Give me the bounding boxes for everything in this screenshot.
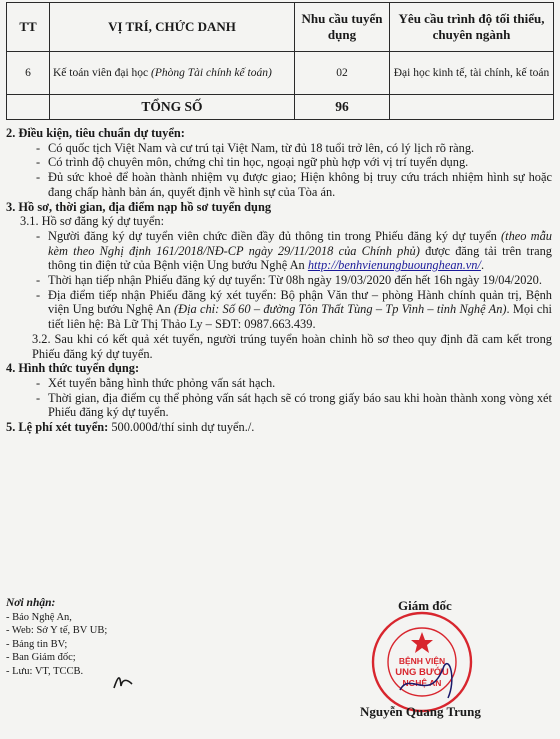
list-item-text: Thời hạn tiếp nhận Phiếu đăng ký dự tuyển: Từ 08h ngày 19/03/2020 đến hết 16h ngày 19/04/2020.: [48, 273, 542, 288]
position-title: Kế toán viên đại học: [53, 66, 149, 79]
list-item-text: Xét tuyển bằng hình thức phỏng vấn sát hạch.: [48, 375, 276, 390]
list-item: - Thời hạn tiếp nhận Phiếu đăng ký dự tuyển: Từ 08h ngày 19/03/2020 đến hết 16h ngày 19/04/2020.: [36, 273, 542, 288]
document-body: [6, 126, 552, 435]
list-item: - Thời gian, địa điểm cụ thể phỏng vấn sát hạch sẽ có trong giấy báo sau khi hoàn thành xong vòng xét Phiếu đăng ký dự tuyển.: [36, 390, 552, 420]
list-item-text: Thời gian, địa điểm cụ thể phỏng vấn sát hạch sẽ có trong giấy báo sau khi hoàn thành xong vòng xét Phiếu đăng ký dự tuyển.: [48, 390, 552, 420]
recipient-item: - Lưu: VT, TCCB.: [6, 665, 84, 677]
list-item-text: Đủ sức khoẻ để hoàn thành nhiệm vụ được giao; Hiện không bị truy cứu trách nhiệm hình sự hoặc đang chấp hành bản án, quyết định về hình sự của Tòa án.: [48, 170, 552, 199]
recipients-title: Nơi nhận:: [6, 597, 56, 609]
item1-a: Người đăng ký dự tuyển viên chức điền đầy đủ thông tin trong Phiếu đăng ký dự tuyển: [48, 228, 497, 243]
handwritten-initial: [112, 672, 134, 692]
total-value: 96: [295, 95, 390, 120]
stamp-line-1: BỆNH VIỆN: [398, 656, 446, 666]
list-item: - Có quốc tịch Việt Nam và cư trú tại Việt Nam, từ đủ 18 tuổi trở lên, có lý lịch rõ ràng.: [36, 140, 475, 155]
row-requirement: Đại học kinh tế, tài chính, kế toán: [390, 52, 554, 95]
recipient-item: - Ban Giám đốc;: [6, 652, 76, 664]
signatory-name: Nguyễn Quang Trung: [360, 704, 481, 719]
recipients-block: [6, 597, 107, 679]
header-requirement: Yêu cầu trình độ tối thiểu, chuyên ngành: [390, 3, 554, 52]
section-3-heading: 3. Hồ sơ, thời gian, địa điểm nạp hồ sơ tuyển dụng: [6, 199, 272, 214]
item3-b: (Địa chỉ: Số 60 – đường Tôn Thất Tùng – Tp Vinh – tỉnh Nghệ An): [174, 302, 507, 317]
item3-a: Địa điểm tiếp nhận Phiếu đăng ký xét tuyển: Bộ phận Văn thư – phòng Hành chính quản trị, Bệnh viện Ung bướu Nghệ An: [48, 287, 552, 317]
table-row: [7, 52, 554, 95]
signature-title: Giám đốc: [398, 598, 452, 613]
item1-c: được đăng tải trên trang thông tin điện tử của Bệnh viện Ung bướu Nghệ An: [48, 243, 552, 273]
list-item: - Địa điểm tiếp nhận Phiếu đăng ký xét tuyển: Bộ phận Văn thư – phòng Hành chính quản trị, Bệnh viện Ung bướu Nghệ An (Địa chỉ: Số 60 – đường Tôn Thất Tùng – Tp Vinh – tỉnh Nghệ An). Mọi chi tiết liên hệ: Bà Lữ Thị Thảo Ly – SĐT: 0987.663.439.: [36, 287, 552, 332]
item1-end: .: [480, 258, 485, 273]
list-item: - Xét tuyển bằng hình thức phỏng vấn sát hạch.: [36, 375, 276, 390]
header-quantity: Nhu cầu tuyển dụng: [295, 3, 390, 52]
item1-b: (theo mẫu kèm theo Nghị định 161/2018/NĐ-CP ngày 29/11/2018 của Chính phủ): [48, 228, 552, 258]
row-position: [50, 52, 295, 95]
stamp-line-2: UNG BƯỚU: [395, 667, 449, 678]
section-5-text: 500.000đ/thí sinh dự tuyển./.: [111, 420, 255, 435]
total-empty: [390, 95, 554, 120]
list-item: - Có trình độ chuyên môn, chứng chỉ tin học, ngoại ngữ phù hợp với vị trí tuyển dụng.: [36, 155, 469, 170]
total-label: TỔNG SỐ: [50, 95, 295, 120]
table-header-row: [7, 3, 554, 52]
header-tt: TT: [7, 3, 50, 52]
hospital-website-link[interactable]: http://benhvienungbuounghean.vn/: [307, 258, 481, 273]
section-5-line: [6, 420, 552, 435]
total-spacer: [7, 95, 50, 120]
item3-c: . Mọi chi tiết liên hệ: Bà Lữ Thị Thảo Ly – SĐT: 0987.663.439.: [48, 302, 552, 332]
row-quantity: 02: [295, 52, 390, 95]
header-position: VỊ TRÍ, CHỨC DANH: [50, 3, 295, 52]
stamp-line-3: NGHỆ AN: [402, 678, 442, 688]
official-stamp-icon: [370, 610, 474, 714]
section-4-heading: 4. Hình thức tuyển dụng:: [6, 361, 140, 376]
table-total-row: [7, 95, 554, 120]
recipient-item: - Báo Nghệ An,: [6, 611, 72, 623]
recruitment-table: [6, 2, 554, 120]
section-3-2-text: 3.2. Sau khi có kết quả xét tuyển, người trúng tuyển hoàn chỉnh hồ sơ theo quy định đã cam kết trong Phiếu đăng ký dự tuyển.: [32, 331, 552, 361]
list-item-text: Có quốc tịch Việt Nam và cư trú tại Việt Nam, từ đủ 18 tuổi trở lên, có lý lịch rõ ràng.: [48, 140, 475, 155]
list-item: - Người đăng ký dự tuyển viên chức điền đầy đủ thông tin trong Phiếu đăng ký dự tuyển (theo mẫu kèm theo Nghị định 161/2018/NĐ-CP ngày 29/11/2018 của Chính phủ) được đăng tải trên trang thông tin điện tử của Bệnh viện Ung bướu Nghệ An http://benhvienungbuounghean.vn/.: [36, 228, 552, 273]
list-item-text: Có trình độ chuyên môn, chứng chỉ tin học, ngoại ngữ phù hợp với vị trí tuyển dụng.: [48, 155, 469, 170]
recipient-item: - Bảng tin BV;: [6, 638, 68, 650]
recipient-item: - Web: Sở Y tế, BV UB;: [6, 625, 108, 637]
row-tt: 6: [7, 52, 50, 95]
list-item: - Đủ sức khoẻ để hoàn thành nhiệm vụ được giao; Hiện không bị truy cứu trách nhiệm hình sự hoặc đang chấp hành bản án, quyết định về hình sự của Tòa án.: [36, 170, 552, 199]
position-note: (Phòng Tài chính kế toán): [151, 66, 272, 79]
section-3-1-heading: 3.1. Hồ sơ đăng ký dự tuyển:: [20, 214, 165, 229]
section-2-heading: 2. Điều kiện, tiêu chuẩn dự tuyển:: [6, 126, 185, 140]
section-5-heading: 5. Lệ phí xét tuyển:: [6, 420, 109, 435]
